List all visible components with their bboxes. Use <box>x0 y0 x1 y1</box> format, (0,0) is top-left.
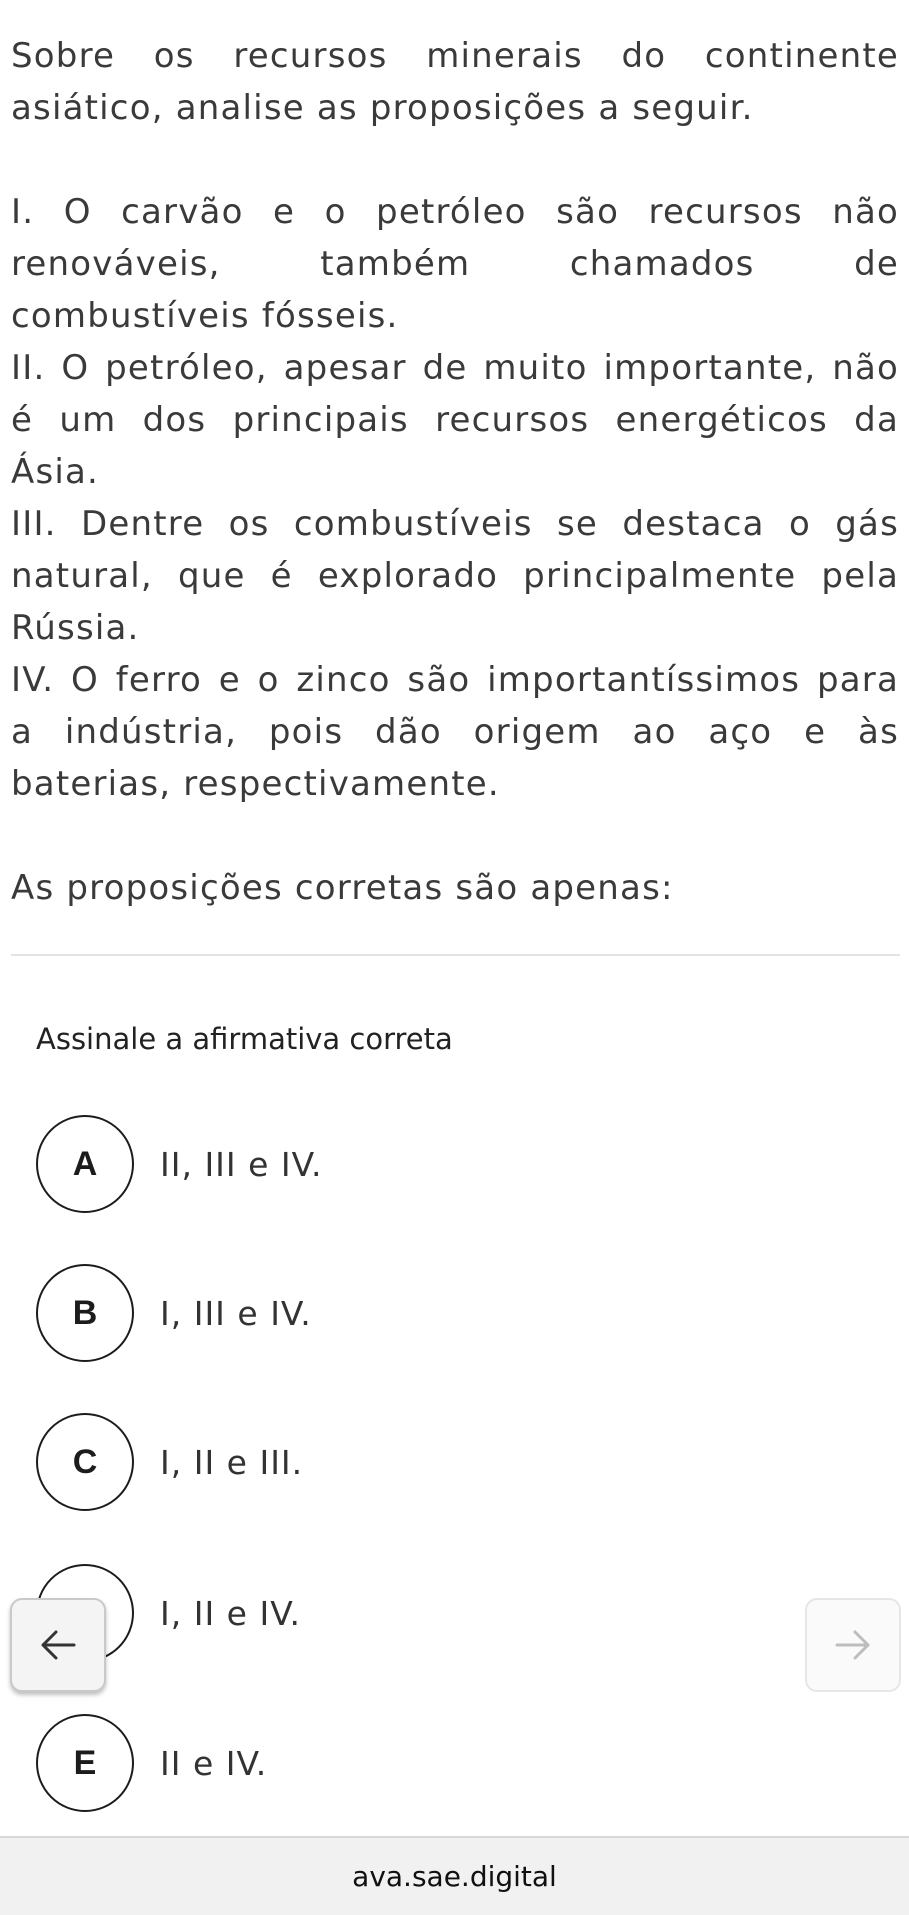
option-letter: A <box>36 1115 134 1213</box>
browser-url-bar <box>0 1836 909 1915</box>
question-text <box>11 30 899 914</box>
option-letter: C <box>36 1413 134 1511</box>
question-intro: Sobre os recursos minerais do continente <box>11 36 899 76</box>
previous-button[interactable] <box>10 1598 106 1692</box>
arrow-right-icon <box>833 1628 873 1662</box>
question-intro-line2: asiático, analise as proposições a seguir. <box>11 88 754 128</box>
proposition-1: I. O carvão e o petróleo são recursos não <box>11 192 899 232</box>
option-b[interactable] <box>36 1263 312 1363</box>
proposition-2-line3: Ásia. <box>11 452 100 492</box>
option-e[interactable] <box>36 1713 267 1813</box>
option-c[interactable] <box>36 1412 303 1512</box>
divider <box>11 954 900 956</box>
proposition-2-line2: é um dos principais recursos energéticos da <box>11 400 899 440</box>
option-letter: B <box>36 1264 134 1362</box>
option-text: I, III e IV. <box>160 1293 312 1333</box>
proposition-4-line2: a indústria, pois dão origem ao aço e às <box>11 712 899 752</box>
proposition-3-line3: Rússia. <box>11 608 140 648</box>
proposition-3-line2: natural, que é explorado principalmente pela <box>11 556 899 596</box>
proposition-4-line3: baterias, respectivamente. <box>11 764 500 804</box>
question-closing: As proposições corretas são apenas: <box>11 868 674 908</box>
proposition-1-line2: renováveis, também chamados de <box>11 244 899 284</box>
option-a[interactable] <box>36 1114 322 1214</box>
proposition-3: III. Dentre os combustíveis se destaca o gás <box>11 504 899 544</box>
option-text: I, II e III. <box>160 1442 304 1482</box>
proposition-2: II. O petróleo, apesar de muito importante, não <box>11 348 899 388</box>
arrow-left-icon <box>38 1628 78 1662</box>
option-text: II e IV. <box>160 1743 268 1783</box>
next-button[interactable] <box>805 1598 901 1692</box>
instruction-text: Assinale a afirmativa correta <box>36 1022 453 1056</box>
proposition-4: IV. O ferro e o zinco são importantíssimos para <box>11 660 899 700</box>
proposition-1-line3: combustíveis fósseis. <box>11 296 399 336</box>
option-letter: E <box>36 1714 134 1812</box>
option-text: II, III e IV. <box>160 1144 323 1184</box>
option-text: I, II e IV. <box>160 1593 302 1633</box>
url-text: ava.sae.digital <box>352 1860 557 1893</box>
